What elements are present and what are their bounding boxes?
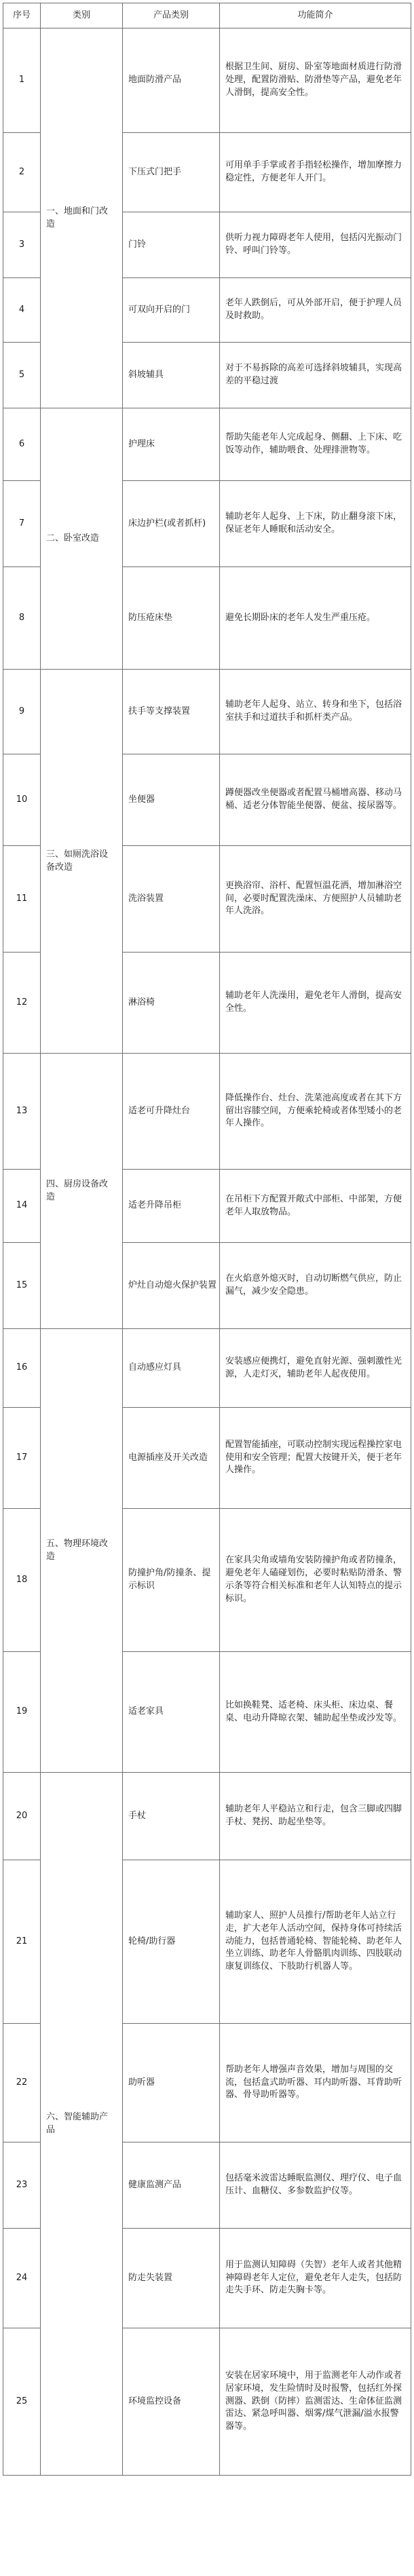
row-number: 13: [3, 1054, 41, 1170]
row-number: 19: [3, 1652, 41, 1773]
category-cell: 四、厨房设备改造: [41, 1054, 123, 1329]
row-number: 3: [3, 212, 41, 278]
description-cell: 包括毫米波雷达睡眠监测仪、理疗仪、电子血压计、血糖仪、多参数监护仪等。: [220, 2142, 411, 2229]
row-number: 5: [3, 343, 41, 408]
description-cell: 在家具尖角或墙角安装防撞护角或者防撞条，避免老年人磕碰划伤，必要时粘贴防滑条、警示条等符合相关标准和老年人认知特点的提示标识。: [220, 1509, 411, 1652]
header-category: 类别: [41, 3, 123, 28]
category-cell: 五、物理环境改造: [41, 1329, 123, 1773]
description-cell: 辅助老年人平稳站立和行走，包含三脚或四脚手杖、凳拐、助起坐垫等。: [220, 1773, 411, 1860]
category-cell: 二、卧室改造: [41, 408, 123, 670]
product-type-cell: 手杖: [123, 1773, 220, 1860]
table-row: [3, 1054, 411, 1170]
description-cell: 老年人跌倒后，可从外部开启，便于护理人员及时救助。: [220, 278, 411, 343]
row-number: 20: [3, 1773, 41, 1860]
row-number: 18: [3, 1509, 41, 1652]
row-number: 14: [3, 1170, 41, 1243]
product-type-cell: 洗浴装置: [123, 846, 220, 953]
description-cell: 辅助老年人起身、上下床，防止翻身滚下床，保证老年人睡眠和活动安全。: [220, 481, 411, 567]
product-type-cell: 护理床: [123, 408, 220, 481]
description-cell: 安装在居家环境中，用于监测老年人动作或者居家环境，发生险情时及时报警，包括红外探测器、跌倒（防摔）监测雷达、生命体征监测雷达、紧急呼叫器、烟雾/煤气泄漏/溢水报警器等。: [220, 2328, 411, 2476]
row-number: 25: [3, 2328, 41, 2476]
description-cell: 在火焰意外熄灭时，自动切断燃气供应，防止漏气，减少安全隐患。: [220, 1243, 411, 1329]
description-cell: 配置智能插座，可联动控制实现远程操控家电使用和安全管理；配置大按键开关，便于老年人操作。: [220, 1408, 411, 1509]
header-description: 功能简介: [220, 3, 411, 28]
description-cell: 可用单手手掌或者手指轻松操作，增加摩擦力稳定性，方便老年人开门。: [220, 133, 411, 212]
description-cell: 更换浴帘、浴杆、配置恒温花洒，增加淋浴空间，必要时配置洗澡床、方便照护人员辅助老年人洗浴。: [220, 846, 411, 953]
product-type-cell: 适老可升降灶台: [123, 1054, 220, 1170]
row-number: 24: [3, 2229, 41, 2328]
row-number: 6: [3, 408, 41, 481]
table-row: [3, 28, 411, 133]
description-cell: 供听力视力障碍老年人使用，包括闪光振动门铃、呼叫门铃等。: [220, 212, 411, 278]
product-type-cell: 防撞护角/防撞条、提示标识: [123, 1509, 220, 1652]
product-type-cell: 自动感应灯具: [123, 1329, 220, 1408]
product-type-cell: 电源插座及开关改造: [123, 1408, 220, 1509]
description-cell: 帮助失能老年人完成起身、侧翻、上下床、吃饭等动作，辅助喂食、处理排泄物等。: [220, 408, 411, 481]
product-type-cell: 助听器: [123, 2024, 220, 2142]
product-type-cell: 轮椅/助行器: [123, 1860, 220, 2024]
renovation-products-table: [3, 3, 411, 2476]
product-type-cell: 淋浴椅: [123, 953, 220, 1054]
product-type-cell: 环境监控设备: [123, 2328, 220, 2476]
product-type-cell: 坐便器: [123, 754, 220, 846]
product-type-cell: 防压疮床垫: [123, 567, 220, 670]
row-number: 9: [3, 670, 41, 754]
product-type-cell: 可双向开启的门: [123, 278, 220, 343]
row-number: 22: [3, 2024, 41, 2142]
description-cell: 降低操作台、灶台、洗菜池高度或者在其下方留出容膝空间，方便乘轮椅或者体型矮小的老年人操作。: [220, 1054, 411, 1170]
product-type-cell: 防走失装置: [123, 2229, 220, 2328]
table-row: [3, 1773, 411, 1860]
table-header-row: [3, 3, 411, 28]
product-type-cell: 下压式门把手: [123, 133, 220, 212]
row-number: 16: [3, 1329, 41, 1408]
row-number: 7: [3, 481, 41, 567]
row-number: 11: [3, 846, 41, 953]
description-cell: 避免长期卧床的老年人发生严重压疮。: [220, 567, 411, 670]
row-number: 17: [3, 1408, 41, 1509]
row-number: 1: [3, 28, 41, 133]
document-page: [0, 3, 414, 2576]
description-cell: 辅助老年人洗澡用，避免老年人滑倒，提高安全性。: [220, 953, 411, 1054]
product-type-cell: 扶手等支撑装置: [123, 670, 220, 754]
product-type-cell: 斜坡辅具: [123, 343, 220, 408]
product-type-cell: 健康监测产品: [123, 2142, 220, 2229]
description-cell: 帮助老年人增强声音效果，增加与周围的交流，包括盒式助听器、耳内助听器、耳背助听器、骨导助听器等。: [220, 2024, 411, 2142]
table-row: [3, 1329, 411, 1408]
category-cell: 三、如厕洗浴设备改造: [41, 670, 123, 1054]
category-cell: 一、地面和门改造: [41, 28, 123, 408]
description-cell: 根据卫生间、厨房、卧室等地面材质进行防滑处理，配置防滑贴、防滑垫等产品，避免老年人滑倒，提高安全性。: [220, 28, 411, 133]
description-cell: 辅助家人、照护人员推行/帮助老年人站立行走，扩大老年人活动空间，保持身体可持续活动能力，包括普通轮椅、智能轮椅、助老年人坐立训练、助老年人骨骼肌肉训练、四肢联动康复训练仪、下肢助行机器人等。: [220, 1860, 411, 2024]
category-cell: 六、智能辅助产品: [41, 1773, 123, 2476]
row-number: 2: [3, 133, 41, 212]
row-number: 12: [3, 953, 41, 1054]
product-type-cell: 床边护栏(或者抓杆): [123, 481, 220, 567]
description-cell: 辅助老年人起身、站立、转身和坐下，包括浴室扶手和过道扶手和抓杆类产品。: [220, 670, 411, 754]
table-row: [3, 408, 411, 481]
header-product-type: 产品类别: [123, 3, 220, 28]
row-number: 21: [3, 1860, 41, 2024]
row-number: 4: [3, 278, 41, 343]
description-cell: 安装感应便携灯，避免直射光源、强刺激性光源，人走灯灭，辅助老年人起夜使用。: [220, 1329, 411, 1408]
header-number: 序号: [3, 3, 41, 28]
table-body: [3, 28, 411, 2476]
product-type-cell: 炉灶自动熄火保护装置: [123, 1243, 220, 1329]
product-type-cell: 门铃: [123, 212, 220, 278]
description-cell: 对于不易拆除的高差可选择斜坡辅具，实现高差的平稳过渡: [220, 343, 411, 408]
row-number: 23: [3, 2142, 41, 2229]
product-type-cell: 适老家具: [123, 1652, 220, 1773]
row-number: 15: [3, 1243, 41, 1329]
product-type-cell: 地面防滑产品: [123, 28, 220, 133]
description-cell: 在吊柜下方配置开敞式中部柜、中部架，方便老年人取放物品。: [220, 1170, 411, 1243]
description-cell: 用于监测认知障碍（失智）老年人或者其他精神障碍老年人定位，避免老年人走失，包括防走失手环、防走失胸卡等。: [220, 2229, 411, 2328]
description-cell: 蹲便器改坐便器或者配置马桶增高器、移动马桶、适老分体智能坐便器、便盆、接尿器等。: [220, 754, 411, 846]
table-row: [3, 670, 411, 754]
row-number: 10: [3, 754, 41, 846]
description-cell: 比如换鞋凳、适老椅、床头柜、床边桌、餐桌、电动升降晾衣架、辅助起坐垫或沙发等。: [220, 1652, 411, 1773]
product-type-cell: 适老升降吊柜: [123, 1170, 220, 1243]
row-number: 8: [3, 567, 41, 670]
